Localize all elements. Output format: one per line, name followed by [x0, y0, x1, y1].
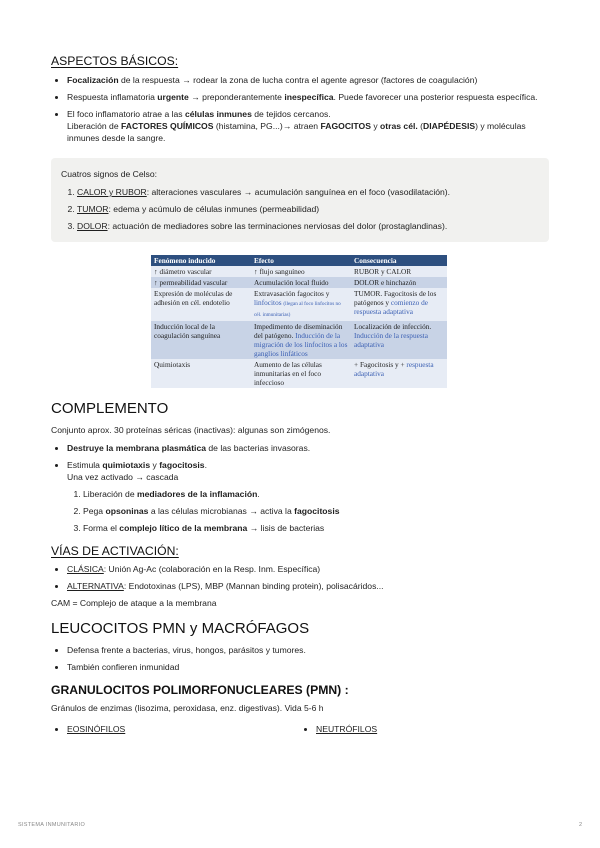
- cascade-steps: [67, 488, 549, 534]
- table-header: Fenómeno inducido: [151, 255, 251, 266]
- leucocitos-heading: LEUCOCITOS PMN y MACRÓFAGOS: [51, 620, 310, 637]
- vias-list: [51, 563, 549, 592]
- basics-list: [51, 74, 549, 144]
- list-item: 3. Forma el complejo lítico de la membrana → lisis de bacterias: [83, 522, 549, 534]
- table-row: ↑ permeabilidad vascular Acumulación local fluido DOLOR e hinchazón: [151, 277, 447, 288]
- list-item: 1. CALOR y RUBOR: alteraciones vasculares → acumulación sanguínea en el foco (vasodilatación).: [77, 186, 537, 198]
- list-item: • El foco inflamatorio atrae a las células inmunes de tejidos cercanos. Liberación de FACTORES QUÍMICOS (histamina, PG...)→ atraen FAGOCITOS y otras cél. (DIAPÉDESIS) y moléculas inmunes desde la sangre.: [67, 108, 549, 144]
- basics-heading: ASPECTOS BÁSICOS:: [51, 54, 179, 68]
- list-item: 1. Liberación de mediadores de la inflamación.: [83, 488, 549, 500]
- table-row: Expresión de moléculas de adhesión en cél. endotelio Extravasación fagocitos y linfocitos (llegan al foco linfocitos no cél. inmunitarias) TUMOR. Fagocitosis de los patógenos y comienzo de respuesta adaptativa: [151, 288, 447, 321]
- list-item: 2. TUMOR: edema y acúmulo de células inmunes (permeabilidad): [77, 203, 537, 215]
- list-item: • Destruye la membrana plasmática de las bacterias invasoras.: [67, 442, 549, 454]
- leucocitos-list: [51, 644, 549, 673]
- complemento-list: [51, 442, 549, 534]
- granulocitos-heading: GRANULOCITOS POLIMORFONUCLEARES (PMN) :: [51, 683, 349, 697]
- table-row: ↑ diámetro vascular ↑ flujo sanguíneo RUBOR y CALOR: [151, 266, 447, 277]
- callout-title: Cuatros signos de Celso:: [61, 169, 158, 179]
- list-item: 2. Pega opsoninas a las células microbianas → activa la fagocitosis: [83, 505, 549, 517]
- vias-heading: VÍAS DE ACTIVACIÓN:: [51, 544, 179, 558]
- cam-note: CAM = Complejo de ataque a la membrana: [51, 598, 217, 608]
- list-item: • Focalización de la respuesta → rodear la zona de lucha contra el agente agresor (factores de coagulación): [67, 74, 549, 86]
- list-item: • Defensa frente a bacterias, virus, hongos, parásitos y tumores.: [67, 644, 549, 656]
- list-item: • NEUTRÓFILOS: [316, 723, 549, 735]
- list-item: • También confieren inmunidad: [67, 661, 549, 673]
- complemento-intro: Conjunto aprox. 30 proteínas séricas (inactivas): algunas son zimógenos.: [51, 425, 331, 435]
- table-row: Quimiotaxis Aumento de las células inmunitarias en el foco infeccioso + Fagocitosis y + respuesta adaptativa: [151, 359, 447, 388]
- celso-list: [61, 186, 537, 232]
- celso-callout: [51, 158, 549, 242]
- table-header: Efecto: [251, 255, 351, 266]
- table-row: Inducción local de la coagulación sanguínea Impedimento de diseminación del patógeno. Inducción de la migración de los linfocitos a los ganglios linfáticos Localización de infección. Inducción de la respuesta adaptativa: [151, 321, 447, 359]
- list-item: • CLÁSICA: Unión Ag-Ac (colaboración en la Resp. Inm. Específica): [67, 563, 549, 575]
- complemento-heading: COMPLEMENTO: [51, 400, 169, 417]
- footer-label: SISTEMA INMUNITARIO: [18, 822, 86, 828]
- list-item: • Estimula quimiotaxis y fagocitosis. Una vez activado → cascada 1. Liberación de mediadores de la inflamación. 2. Pega opsoninas a las células microbianas → activa la fagocitosis 3. Forma el complejo lítico de la membrana → lisis de bacterias: [67, 459, 549, 534]
- list-item: • EOSINÓFILOS: [67, 723, 300, 735]
- list-item: • ALTERNATIVA: Endotoxinas (LPS), MBP (Mannan binding protein), polisacáridos...: [67, 580, 549, 592]
- document-page: [51, 46, 549, 735]
- page-number: 2: [578, 822, 582, 828]
- granulocitos-intro: Gránulos de enzimas (lisozima, peroxidasa, enz. digestivas). Vida 5-6 h: [51, 703, 324, 713]
- granulocitos-columns: [51, 723, 549, 735]
- list-item: • Respuesta inflamatoria urgente → preponderantemente inespecífica. Puede favorecer una posterior respuesta específica.: [67, 91, 549, 103]
- list-item: 3. DOLOR: actuación de mediadores sobre las terminaciones nerviosas del dolor (prostaglandinas).: [77, 220, 537, 232]
- table-header: Consecuencia: [351, 255, 447, 266]
- inflammation-table: [151, 255, 447, 388]
